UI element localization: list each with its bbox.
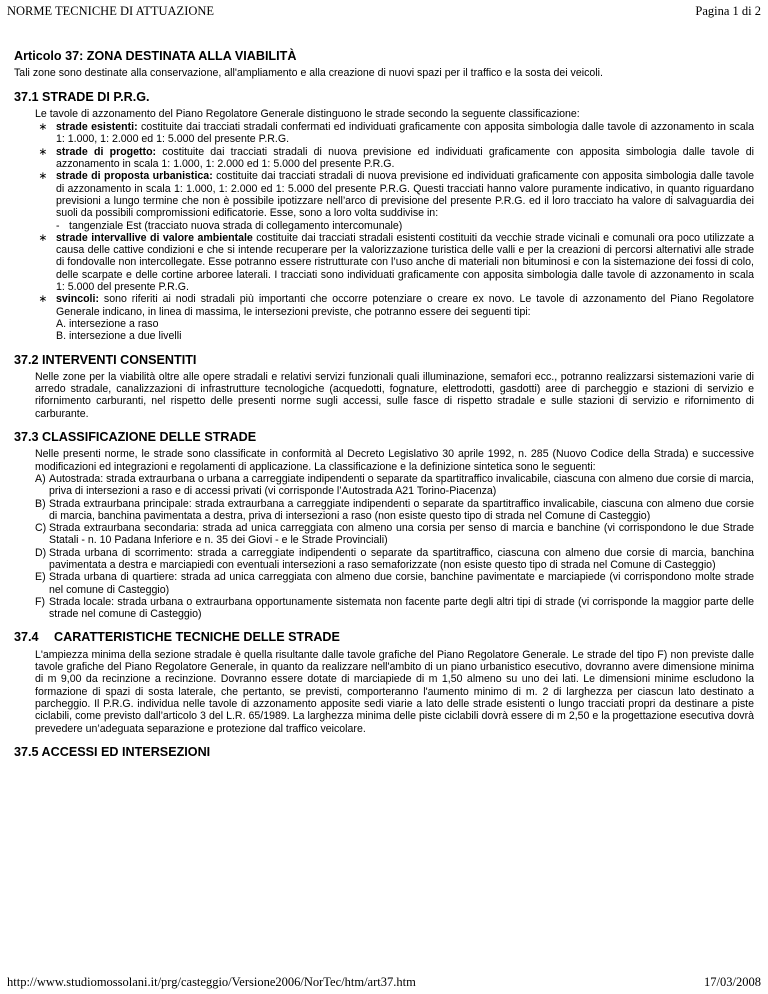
section-37-4-text: L'ampiezza minima della sezione stradale è quella risultante dalle tavole grafiche del Piano Regolatore Generale. Le strade del tipo F) non previste dalle tavole grafiche del Piano Regolatore Generale, in quanto da realizzare nell'ambito di un piano urbanistico esecutivo, dovranno avere dimensione minima di m 9,00 da recinzione a recinzione. Dovranno essere dotate di marciapiede di m 1,50 almeno su uno dei lati. Le dimensioni minime escludono la formazione di spazi di sosta laterale, che pertanto, se previsti, comporteranno l'aumento minimo di m. 2 di larghezza per ciascun lato destinato a parcheggio. Il P.R.G. individua nelle tavole di azzonamento apposite sedi viarie a lato delle strade esistenti o lungo tracciati propri da destinare a piste ciclabili, come previsto dall’articolo 3 del L.R. 65/1989. La larghezza minima delle piste ciclabili dovrà essere di m 2,50 e la progettazione esecutiva dovrà prevedere un’adeguata separazione e protezione dal traffico veicolare. <box>35 648 754 735</box>
article-intro: Tali zone sono destinate alla conservazione, all'ampliamento e alla creazione di nuovi spazi per il traffico e la sosta dei veicoli. <box>14 67 603 80</box>
page-url: http://www.studiomossolani.it/prg/casteggio/Versione2006/NorTec/htm/art37.htm <box>7 975 416 989</box>
item-text: costituite dai tracciati stradali di nuova previsione ed individuati graficamente con apposita simbologia dalle tavole di azzonamento in scala 1: 1.000, 1: 2.000 ed 1: 5.000 del presente P.R.G. Questi tracciati hanno valore puramente indicativo, in quanto riguardano previsioni a lungo termine che non è possibile ipotizzare nell’arco di previsione del presente P.R.G. ed il loro tracciato ha valore di salvaguardia dei suoli da possibili compromissioni edificatorie. Esse, sono a loro volta suddivise in: <box>56 170 755 220</box>
list-item: E) Strada urbana di quartiere: strada ad unica carreggiata con almeno due corsie, banchine pavimentate e marciapiede (vi corrispondono molte strade nel comune di Casteggio) <box>35 571 754 596</box>
list-item: C) Strada extraurbana secondaria: strada ad unica carreggiata con almeno una corsia per senso di marcia e banchine (vi corrispondono le due Strade Statali - n. 10 Padana Inferiore e n. 35 dei Giovi - e le Strade Provinciali) <box>35 522 754 547</box>
item-term: strade esistenti: <box>56 121 138 134</box>
list-item <box>35 293 754 342</box>
page-header <box>7 4 761 19</box>
section-37-2-title: 37.2 INTERVENTI CONSENTITI <box>14 352 197 367</box>
section-heading: CARATTERISTICHE TECNICHE DELLE STRADE <box>54 630 340 645</box>
item-term: strade intervallive di valore ambientale <box>56 231 253 244</box>
list-item <box>35 146 754 171</box>
section-37-1-title: 37.1 STRADE DI P.R.G. <box>14 89 150 104</box>
sub-item <box>56 220 754 232</box>
list-item <box>35 121 754 146</box>
print-date: 17/03/2008 <box>704 975 761 989</box>
list-item: F) Strada locale: strada urbana o extraurbana opportunamente sistemata non facente parte degli altri tipi di strade (vi corrisponde la maggior parte delle strade nel comune di Casteggio) <box>35 595 754 621</box>
header-title: NORME TECNICHE DI ATTUAZIONE <box>7 4 215 18</box>
section-37-1-body <box>35 108 754 343</box>
intersection-type-b: B. intersezione a due livelli <box>56 330 182 343</box>
bullet-icon: ∗ <box>38 293 48 306</box>
road-class-list <box>35 121 754 342</box>
item-text: costituite dai tracciati stradali di nuova previsione ed individuati graficamente con apposita simbologia dalle tavole di azzonamento in scala 1: 1.000, 1: 2.000 ed 1: 5.000 del presente P.R.G. <box>56 145 754 171</box>
item-term: strade di progetto: <box>56 145 157 158</box>
list-item: D) Strada urbana di scorrimento: strada a carreggiate indipendenti o separate da spartitraffico, ciascuna con almeno due corsie di marcia, banchina pavimentata a destra e marciapiedi con eventuali intersezioni a raso semaforizzate (non esiste questo tipo di strada nel Comune di Casteggio) <box>35 546 754 571</box>
intersection-type-a: A. intersezione a raso <box>56 317 159 330</box>
list-item <box>35 232 754 293</box>
list-item: B) Strada extraurbana principale: strada extraurbana a carreggiate indipendenti o separate da spartitraffico invalicabile, ciascuna con almeno due corsie di marcia, banchina pavimentata a destra, priva di intersezioni a raso (non esiste questo tipo di strada nel Comune di Casteggio) <box>35 497 754 522</box>
section-37-1-lead: Le tavole di azzonamento del Piano Regolatore Generale distinguono le strade secondo la seguente classificazione: <box>35 107 580 120</box>
page-number: Pagina 1 di 2 <box>695 4 761 18</box>
section-37-3-title: 37.3 CLASSIFICAZIONE DELLE STRADE <box>14 430 257 445</box>
section-number: 37.4 <box>14 630 39 645</box>
bullet-icon: ∗ <box>38 145 48 158</box>
sub-item-text: tangenziale Est (tracciato nuova strada di collegamento intercomunale) <box>69 219 403 232</box>
section-37-4-title <box>14 631 754 643</box>
bullet-icon: ∗ <box>38 170 48 183</box>
road-type-list <box>14 473 754 621</box>
article-title: Articolo 37: ZONA DESTINATA ALLA VIABILITÀ <box>14 49 297 63</box>
item-term: svincoli: <box>56 293 99 306</box>
section-37-5-title: 37.5 ACCESSI ED INTERSEZIONI <box>14 744 211 759</box>
bullet-icon: ∗ <box>38 121 48 134</box>
section-37-3-lead: Nelle presenti norme, le strade sono classificate in conformità al Decreto Legislativo 30 aprile 1992, n. 285 (Nuovo Codice della Strada) e successive modificazioni ed integrazioni e regolamenti di applicazione. La classificazione e la definizione sintetica sono le seguenti: <box>35 448 754 473</box>
page-footer <box>7 975 761 990</box>
document-body <box>14 50 754 763</box>
list-item: A) Autostrada: strada extraurbana o urbana a carreggiate indipendenti o separate da spartitraffico invalicabile, ciascuna con almeno due corsie di marcia, priva di intersezioni a raso e di accessi privati (vi corrisponde l’Autostrada A21 Torino-Piacenza) <box>35 472 754 498</box>
item-text: costituite dai tracciati stradali esistenti costituiti da vecchie strade vicinali e comunali ora poco utilizzate a causa delle cattive condizioni e che si intende recuperare per la valorizzazione turistica delle valli e per la creazioni di percorsi alternativi alle strade di fondovalle non intercollegate. Esse potranno essere ristrutturate con l’uso anche di materiali non bituminosi e con la sistemazione dei fossi di colo, delle scarpate e delle cortine arboree laterali. I tracciati sono individuati graficamente con apposita simbologia dalle tavole di azzonamento in scala 1: 5.000 del presente P.R.G. <box>56 231 754 294</box>
item-term: strade di proposta urbanistica: <box>56 170 213 183</box>
dash-marker: - <box>56 219 60 232</box>
item-text: costituite dai tracciati stradali confermati ed individuati graficamente con apposita simbologia dalle tavole di azzonamento in scala 1: 1.000, 1: 2.000 ed 1: 5.000 del presente P.R.G. <box>56 121 754 146</box>
section-37-2-text: Nelle zone per la viabilità oltre alle opere stradali e relativi servizi funzionali quali illuminazione, semafori ecc., potranno realizzarsi sistemazioni varie di arredo stradale, canalizzazioni di infrastrutture tecnologiche (acquedotti, fognature, elettrodotti, gasdotti) aree di parcheggio e stazioni di servizio e rifornimento carburanti, nel rispetto delle presenti norme sugli accessi, sulle fasce di rispetto stradale e sulle stazioni di servizio e rifornimento di carburante. <box>35 370 754 420</box>
list-item <box>35 170 754 231</box>
item-text: sono riferiti ai nodi stradali più importanti che occorre potenziare o creare ex novo. Le tavole di azzonamento del Piano Regolatore Generale indicano, in linea di massima, le intersezioni previste, che potranno essere dei seguenti tipi: <box>56 293 754 318</box>
bullet-icon: ∗ <box>38 231 48 244</box>
